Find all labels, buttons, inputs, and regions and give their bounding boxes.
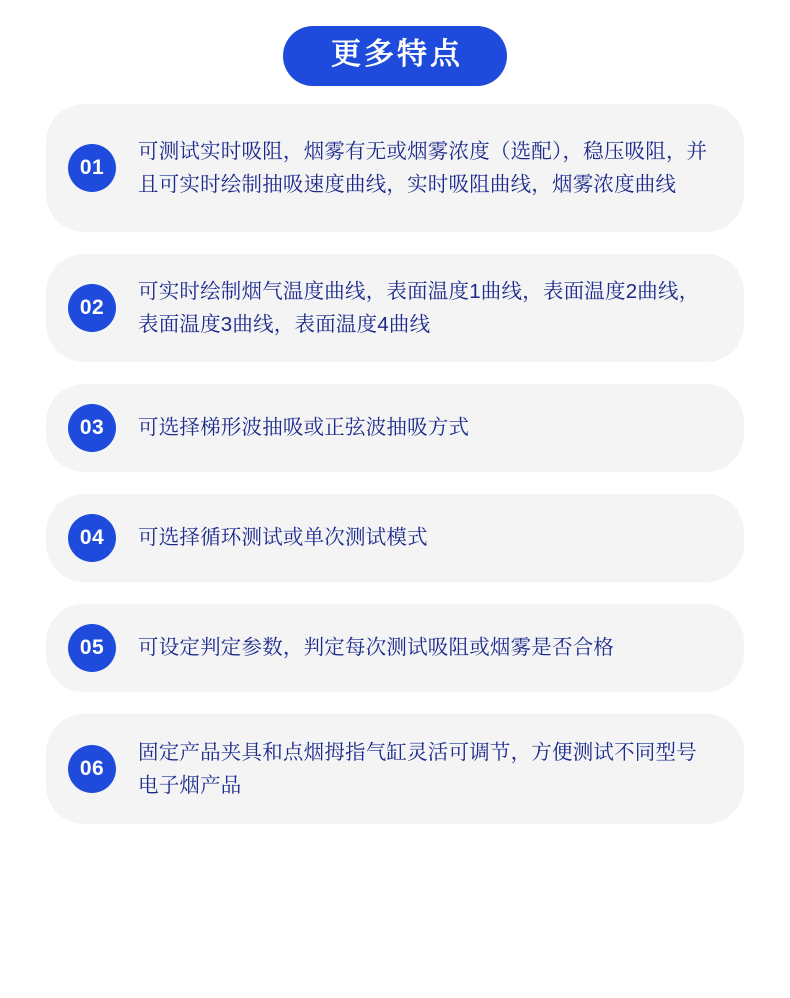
feature-text: 可实时绘制烟气温度曲线，表面温度1曲线，表面温度2曲线，表面温度3曲线，表面温度4曲线 <box>138 279 700 336</box>
feature-number-badge: 01 <box>68 144 116 192</box>
list-item <box>46 494 744 582</box>
feature-text: 可选择梯形波抽吸或正弦波抽吸方式 <box>138 416 470 440</box>
feature-text: 可选择循环测试或单次测试模式 <box>138 526 428 550</box>
feature-number-badge: 05 <box>68 624 116 672</box>
feature-text: 固定产品夹具和点烟拇指气缸灵活可调节，方便测试不同型号电子烟产品 <box>138 740 697 797</box>
list-item <box>46 254 744 362</box>
page-header <box>0 0 790 104</box>
list-item <box>46 714 744 824</box>
feature-number-badge: 04 <box>68 514 116 562</box>
feature-number-badge: 06 <box>68 745 116 793</box>
feature-text: 可测试实时吸阻，烟雾有无或烟雾浓度（选配），稳压吸阻，并且可实时绘制抽吸速度曲线，实时吸阻曲线，烟雾浓度曲线 <box>138 139 708 196</box>
feature-number-badge: 02 <box>68 284 116 332</box>
list-item <box>46 604 744 692</box>
feature-text: 可设定判定参数，判定每次测试吸阻或烟雾是否合格 <box>138 636 615 660</box>
feature-number-badge: 03 <box>68 404 116 452</box>
list-item <box>46 104 744 232</box>
page-title: 更多特点 <box>283 26 507 86</box>
feature-list <box>0 104 790 824</box>
list-item <box>46 384 744 472</box>
